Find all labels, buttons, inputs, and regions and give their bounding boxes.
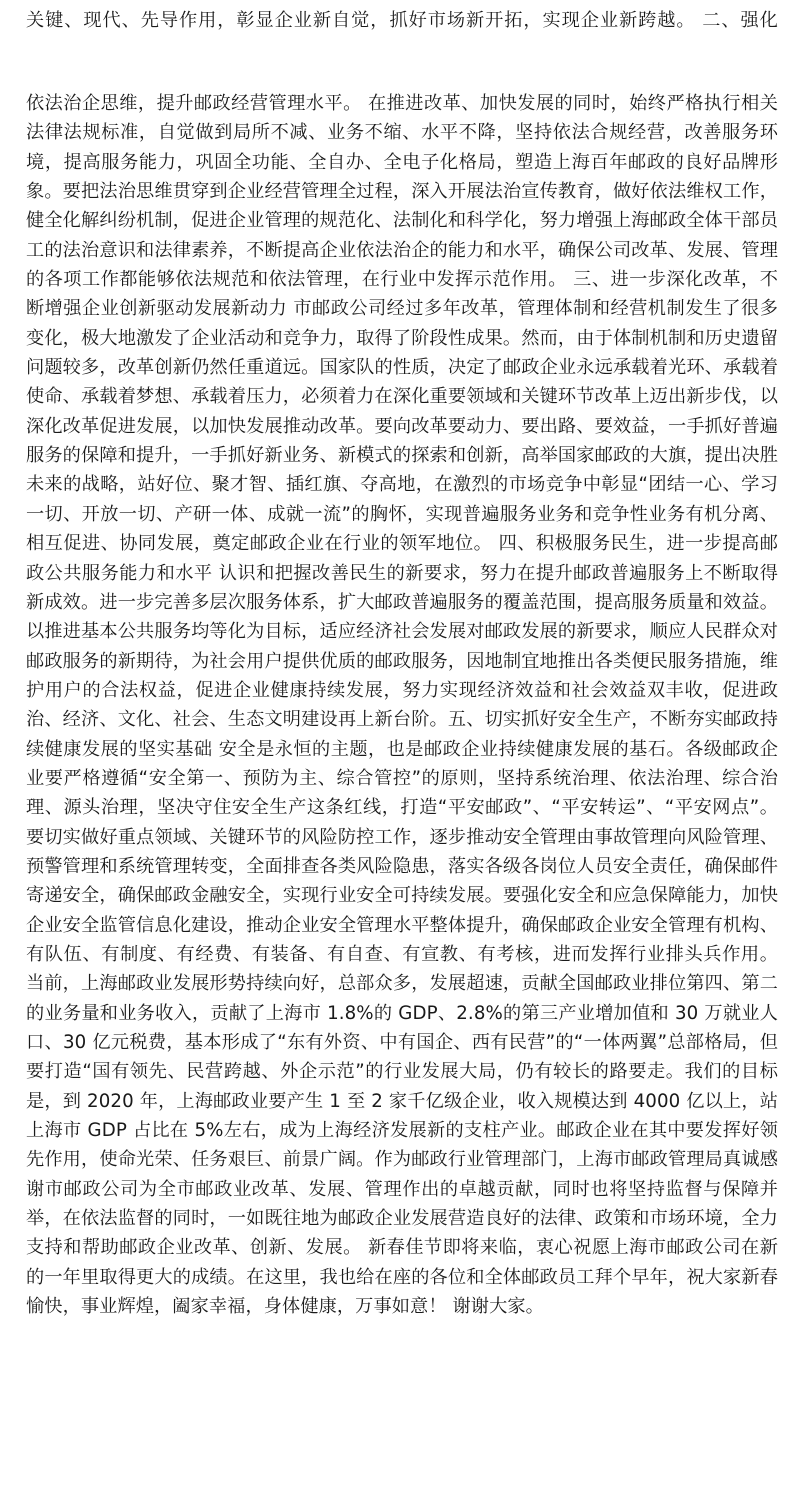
document-top-line xyxy=(26,6,778,35)
top-line-text: 关键、现代、先导作用，彰显企业新自觉，抓好市场新开拓，实现企业新跨越。 二、强化 xyxy=(26,10,778,31)
document-body-text: 依法治企思维，提升邮政经营管理水平。 在推进改革、加快发展的同时，始终严格执行相关法律法规标准，自觉做到局所不减、业务不缩、水平不降，坚持依法合规经营，改善服务环境，提高服务能力，巩固全功能、全自办、全电子化格局，塑造上海百年邮政的良好品牌形象。要把法治思维贯穿到企业经营管理全过程，深入开展法治宣传教育，做好依法维权工作，健全化解纠纷机制，促进企业管理的规范化、法制化和科学化，努力增强上海邮政全体干部员工的法治意识和法律素养，不断提高企业依法治企的能力和水平，确保公司改革、发展、管理的各项工作都能够依法规范和依法管理，在行业中发挥示范作用。 三、进一步深化改革，不断增强企业创新驱动发展新动力 市邮政公司经过多年改革，管理体制和经营机制发生了很多变化，极大地激发了企业活动和竞争力，取得了阶段性成果。然而，由于体制机制和历史遗留问题较多，改革创新仍然任重道远。国家队的性质，决定了邮政企业永远承载着光环、承载着使命、承载着梦想、承载着压力，必须着力在深化重要领域和关键环节改革上迈出新步伐，以深化改革促进发展，以加快发展推动改革。要向改革要动力、要出路、要效益，一手抓好普遍服务的保障和提升，一手抓好新业务、新模式的探索和创新，高举国家邮政的大旗，提出决胜未来的战略，站好位、聚才智、插红旗、夺高地，在激烈的市场竞争中彰显“团结一心、学习一切、开放一切、产研一体、成就一流”的胸怀，实现普遍服务业务和竞争性业务有机分离、相互促进、协同发展，奠定邮政企业在行业的领军地位。 四、积极服务民生，进一步提高邮政公共服务能力和水平 认识和把握改善民生的新要求，努力在提升邮政普遍服务上不断取得新成效。进一步完善多层次服务体系，扩大邮政普遍服务的覆盖范围，提高服务质量和效益。以推进基本公共服务均等化为目标，适应经济社会发展对邮政发展的新要求，顺应人民群众对邮政服务的新期待，为社会用户提供优质的邮政服务，因地制宜地推出各类便民服务措施，维护用户的合法权益，促进企业健康持续发展，努力实现经济效益和社会效益双丰收，促进政治、经济、文化、社会、生态文明建设再上新台阶。五、切实抓好安全生产，不断夯实邮政持续健康发展的坚实基础 安全是永恒的主题，也是邮政企业持续健康发展的基石。各级邮政企业要严格遵循“安全第一、预防为主、综合管控”的原则，坚持系统治理、依法治理、综合治理、源头治理，坚决守住安全生产这条红线，打造“平安邮政”、“平安转运”、“平安网点”。要切实做好重点领域、关键环节的风险防控工作，逐步推动安全管理由事故管理向风险管理、预警管理和系统管理转变，全面排查各类风险隐患，落实各级各岗位人员安全责任，确保邮件寄递安全，确保邮政金融安全，实现行业安全可持续发展。要强化安全和应急保障能力，加快企业安全监管信息化建设，推动企业安全管理水平整体提升，确保邮政企业安全管理有机构、有队伍、有制度、有经费、有装备、有自查、有宣教、有考核，进而发挥行业排头兵作用。 当前，上海邮政业发展形势持续向好，总部众多，发展超速，贡献全国邮政业排位第四、第二的业务量和业务收入，贡献了上海市 1.8%的 GDP、2.8%的第三产业增加值和 30 万就业人口、30 亿元税费，基本形成了“东有外资、中有国企、西有民营”的“一体两翼”总部格局，但要打造“国有领先、民营跨越、外企示范”的行业发展大局，仍有较长的路要走。我们的目标是，到 2020 年，上海邮政业要产生 1 至 2 家千亿级企业，收入规模达到 4000 亿以上，站上海市 GDP 占比在 5%左右，成为上海经济发展新的支柱产业。邮政企业在其中要发挥好领先作用，使命光荣、任务艰巨、前景广阔。作为邮政行业管理部门，上海市邮政管理局真诚感谢市邮政公司为全市邮政业改革、发展、管理作出的卓越贡献，同时也将坚持监督与保障并举，在依法监督的同时，一如既往地为邮政企业发展营造良好的法律、政策和市场环境，全力支持和帮助邮政企业改革、创新、发展。 新春佳节即将来临，衷心祝愿上海市邮政公司在新的一年里取得更大的成绩。在这里，我也给在座的各位和全体邮政员工拜个早年，祝大家新春愉快，事业辉煌，阖家幸福，身体健康，万事如意！ 谢谢大家。 xyxy=(26,93,778,1318)
